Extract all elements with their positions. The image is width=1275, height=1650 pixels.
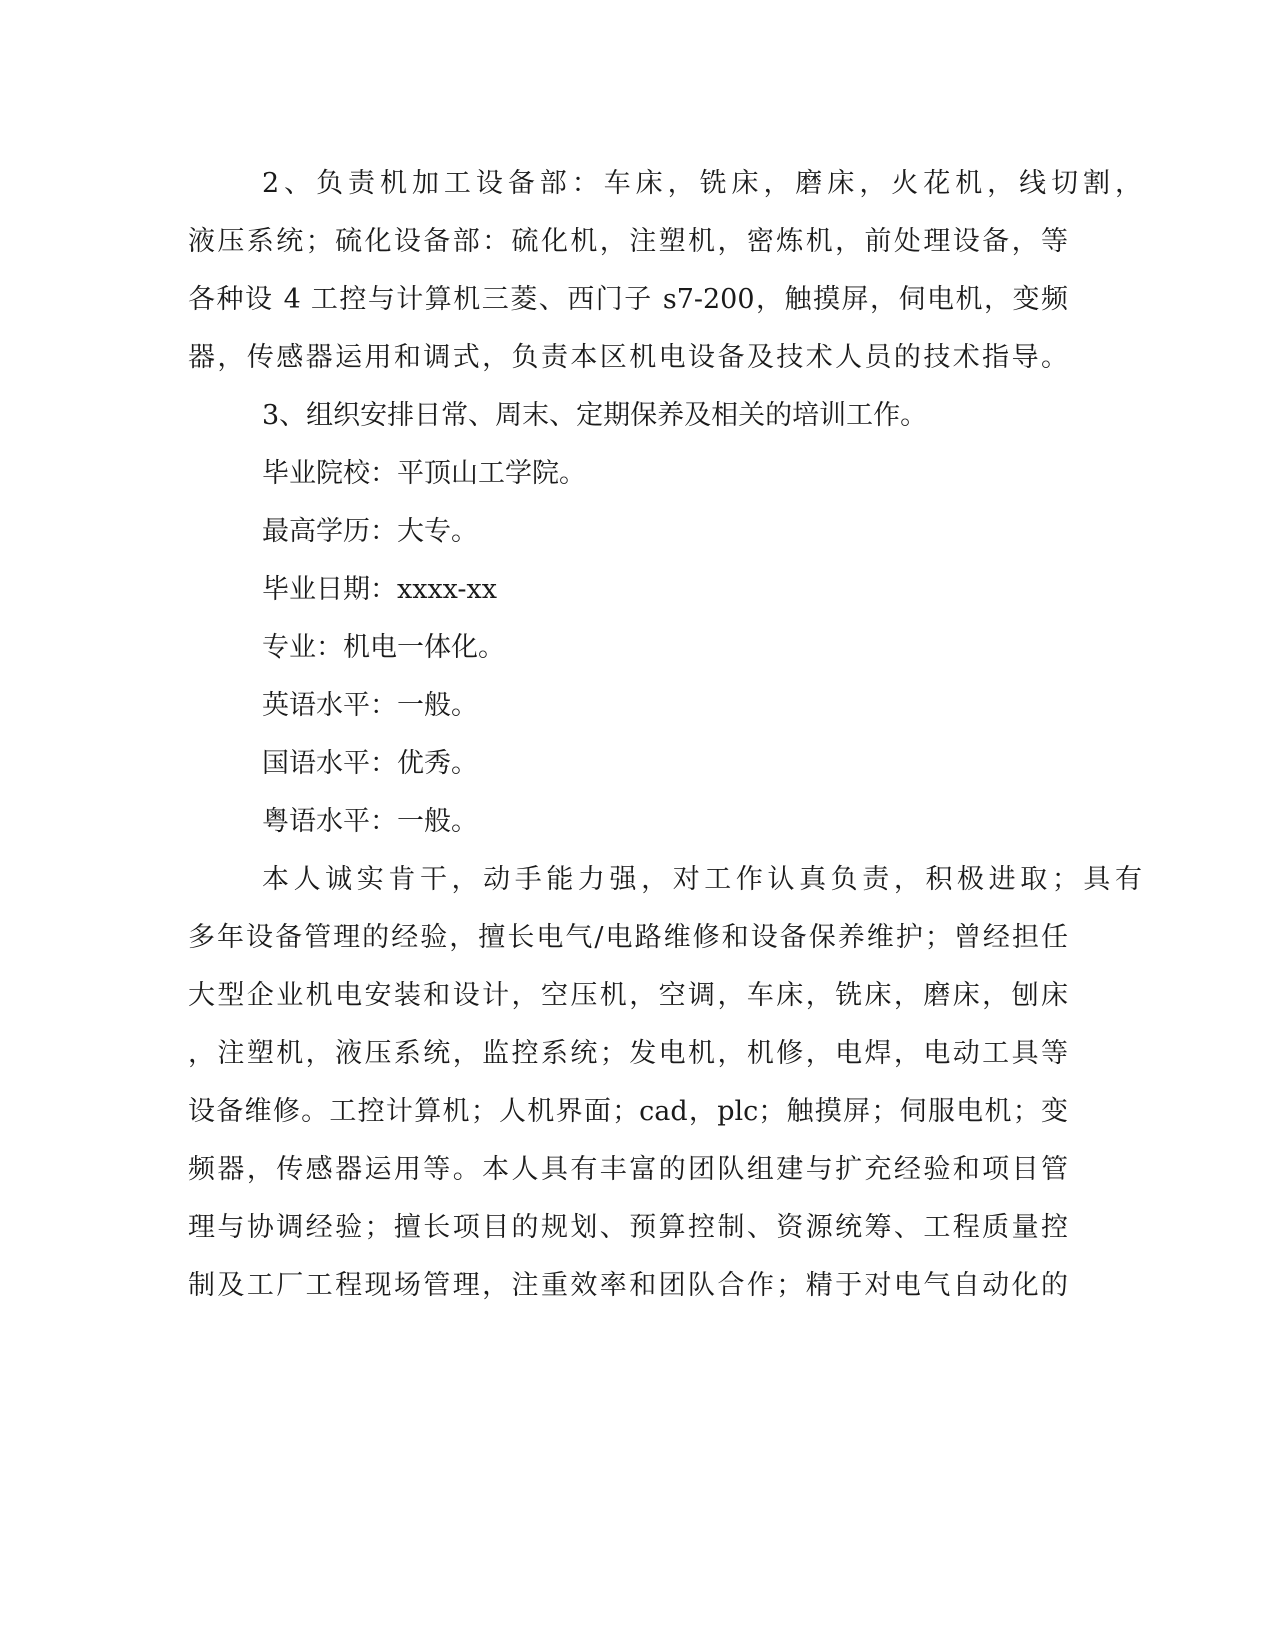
self-eval-line-2: 多年设备管理的经验，擅长电气/电路维修和设备保养维护；曾经担任 xyxy=(188,922,1068,953)
self-eval-line-5: 设备维修。工控计算机；人机界面；cad，plc；触摸屏；伺服电机；变 xyxy=(188,1096,1068,1127)
item2-line-3: 各种设 4 工控与计算机三菱、西门子 s7-200，触摸屏，伺电机，变频 xyxy=(188,284,1068,315)
self-eval-line-7: 理与协调经验；擅长项目的规划、预算控制、资源统筹、工程质量控 xyxy=(188,1212,1068,1243)
english-line: 英语水平：一般。 xyxy=(262,690,478,721)
item2-line-4: 器，传感器运用和调式，负责本区机电设备及技术人员的技术指导。 xyxy=(188,342,1068,373)
self-eval-line-6: 频器，传感器运用等。本人具有丰富的团队组建与扩充经验和项目管 xyxy=(188,1154,1068,1185)
grad-date-line: 毕业日期：xxxx-xx xyxy=(262,574,498,605)
self-eval-line-8: 制及工厂工程现场管理，注重效率和团队合作；精于对电气自动化的 xyxy=(188,1270,1068,1301)
self-eval-line-3: 大型企业机电安装和设计，空压机，空调，车床，铣床，磨床，刨床 xyxy=(188,980,1068,1011)
cantonese-line: 粤语水平：一般。 xyxy=(262,806,478,837)
self-eval-line-1: 本人诚实肯干，动手能力强，对工作认真负责，积极进取；具有 xyxy=(262,864,1142,895)
school-line: 毕业院校：平顶山工学院。 xyxy=(262,458,586,489)
major-line: 专业：机电一体化。 xyxy=(262,632,505,663)
self-eval-line-4: ，注塑机，液压系统，监控系统；发电机，机修，电焊，电动工具等 xyxy=(188,1038,1068,1069)
item2-line-1: 2、负责机加工设备部：车床，铣床，磨床，火花机，线切割， xyxy=(262,168,1142,199)
mandarin-line: 国语水平：优秀。 xyxy=(262,748,478,779)
item3-line: 3、组织安排日常、周末、定期保养及相关的培训工作。 xyxy=(262,400,928,431)
education-line: 最高学历：大专。 xyxy=(262,516,478,547)
item2-line-2: 液压系统；硫化设备部：硫化机，注塑机，密炼机，前处理设备，等 xyxy=(188,226,1068,257)
